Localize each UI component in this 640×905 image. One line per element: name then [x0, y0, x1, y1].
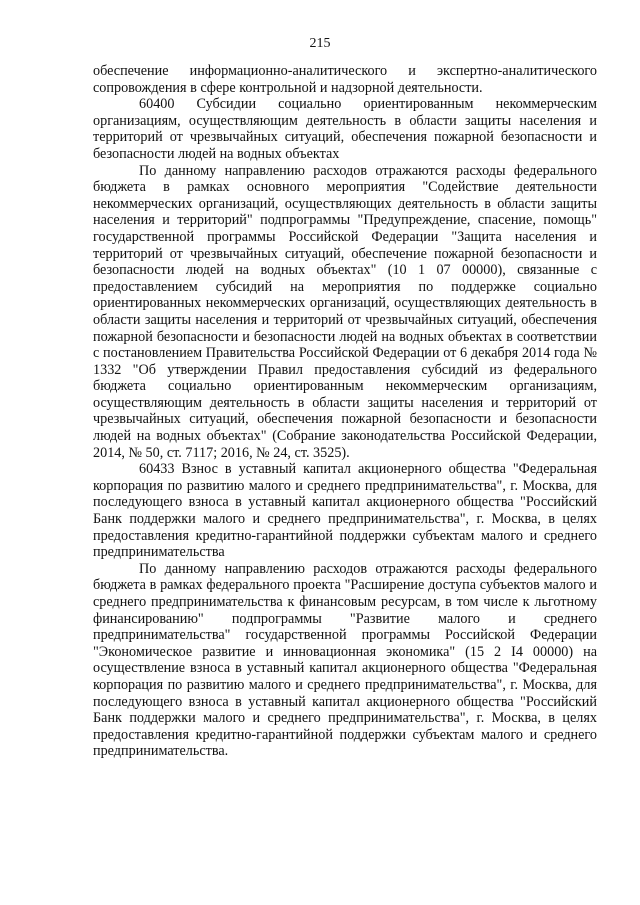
document-body	[93, 63, 597, 760]
paragraph-continuation: обеспечение информационно-аналитического и экспертно-аналитического сопровождения в сфере контрольной и надзорной деятельности.	[93, 63, 597, 96]
page-number: 215	[309, 36, 331, 51]
paragraph-heading-60433: 60433 Взнос в уставный капитал акционерного общества "Федеральная корпорация по развитию малого и среднего предпринимательства", г. Москва, для последующего взноса в уставный капитал акционерного общества "Российский Банк поддержки малого и среднего предпринимательства", г. Москва, в целях предоставления кредитно-гарантийной поддержки субъектам малого и среднего предпринимательства	[93, 461, 597, 561]
paragraph-60400-description: По данному направлению расходов отражаются расходы федерального бюджета в рамках основного мероприятия "Содействие деятельности некоммерческих организаций, осуществляющих деятельность в области защиты населения и территорий" подпрограммы "Предупреждение, спасение, помощь" государственной программы Российской Федерации "Защита населения и территорий от чрезвычайных ситуаций, обеспечение пожарной безопасности и безопасности людей на водных объектах" (10 1 07 00000), связанные с предоставлением субсидий на мероприятия по поддержке социально ориентированных некоммерческих организаций, осуществляющих деятельность в области защиты населения и территорий от чрезвычайных ситуаций, обеспечения пожарной безопасности и безопасности людей на водных объектах в соответствии с постановлением Правительства Российской Федерации от 6 декабря 2014 года № 1332 "Об утверждении Правил предоставления субсидий из федерального бюджета социально ориентированным некоммерческим организациям, осуществляющим деятельность в области защиты населения и территорий от чрезвычайных ситуаций, обеспечения пожарной безопасности и безопасности людей на водных объектах" (Собрание законодательства Российской Федерации, 2014, № 50, ст. 7117; 2016, № 24, ст. 3525).	[93, 162, 597, 461]
paragraph-heading-60400: 60400 Субсидии социально ориентированным некоммерческим организациям, осуществляющим деятельность в области защиты населения и территорий от чрезвычайных ситуаций, обеспечения пожарной безопасности и безопасности людей на водных объектах	[93, 96, 597, 162]
paragraph-60433-description: По данному направлению расходов отражаются расходы федерального бюджета в рамках федерального проекта "Расширение доступа субъектов малого и среднего предпринимательства к финансовым ресурсам, в том числе к льготному финансированию" подпрограммы "Развитие малого и среднего предпринимательства" государственной программы Российской Федерации "Экономическое развитие и инновационная экономика" (15 2 I4 00000) на осуществление взноса в уставный капитал акционерного общества "Федеральная корпорация по развитию малого и среднего предпринимательства", г. Москва, для последующего взноса в уставный капитал акционерного общества "Российский Банк поддержки малого и среднего предпринимательства", г. Москва, в целях предоставления кредитно-гарантийной поддержки субъектам малого и среднего предпринимательства.	[93, 560, 597, 760]
